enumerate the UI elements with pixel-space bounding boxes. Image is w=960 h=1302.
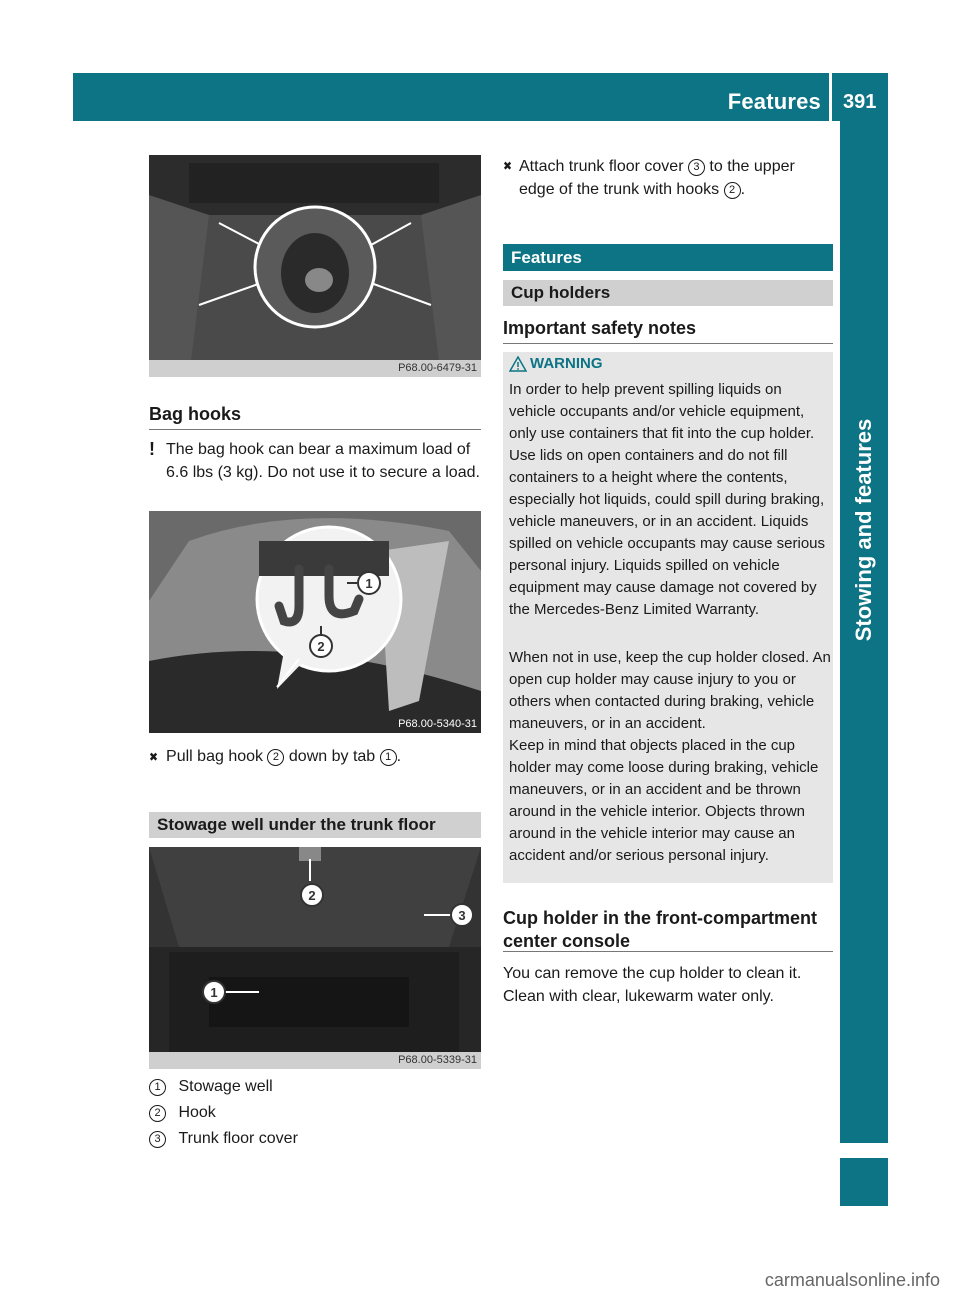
- warning-paragraph: Keep in mind that objects placed in the cup holder may come loose during braking, vehicle maneuvers, or in an accident and be thrown around in the vehicle interior. Objects thrown around in the vehicle interior may cause an accident and/or serious personal injury.: [509, 737, 819, 864]
- bag-hook-photo: [149, 511, 481, 733]
- page-number: 391: [843, 91, 877, 113]
- heading-rule: [503, 951, 833, 952]
- heading-rule: [503, 343, 833, 344]
- warning-box: [503, 352, 833, 883]
- trunk-floor-photo: [149, 155, 481, 377]
- features-bar: Features: [503, 244, 833, 271]
- svg-text:1: 1: [210, 985, 218, 1000]
- svg-text:2: 2: [317, 639, 325, 654]
- header-divider: [829, 73, 832, 121]
- warning-title: WARNING: [530, 355, 603, 372]
- legend-item: 2 Hook: [149, 1101, 216, 1124]
- safety-heading: Important safety notes: [503, 318, 697, 338]
- callout-number: 2: [267, 749, 284, 766]
- callout-number: 2: [724, 182, 741, 199]
- attach-step: ✖ Attach trunk floor cover 3 to the upper edge of the trunk with hooks 2 .: [503, 155, 833, 201]
- legend-item: 1 Stowage well: [149, 1075, 273, 1098]
- page-title: Features: [727, 89, 821, 114]
- warning-paragraph: In order to help prevent spilling liquids on vehicle occupants and/or vehicle equipment, only use containers that fit into the cup holder. Use lids on open containers and do not fill containers to a height where the contents, especially hot liquids, could spill during braking, vehicle maneuvers, or in an accident. Liquids spilled on vehicle occupants may cause serious personal injury. Liquids spilled on vehicle equipment may cause damage not covered by the Mercedes-Benz Limited Warranty.: [509, 381, 826, 618]
- callout-number: 1: [149, 1079, 166, 1096]
- callout-number: 3: [149, 1131, 166, 1148]
- warning-paragraph: When not in use, keep the cup holder closed. An open cup holder may cause injury to you or others when contacted during braking, vehicle maneuvers, or in an accident.: [509, 649, 831, 732]
- step-arrow-icon: ✖: [503, 159, 513, 173]
- stowage-well-photo: [149, 847, 481, 1069]
- cup-holders-bar: Cup holders: [503, 280, 833, 306]
- image-code: P68.00-6479-31: [398, 362, 477, 374]
- bag-hooks-note: [149, 438, 481, 484]
- heading-rule: [149, 429, 481, 430]
- warning-icon: [509, 356, 527, 377]
- side-tab-marker: [840, 1158, 888, 1206]
- note-icon: !: [149, 439, 155, 459]
- footer-watermark: carmanualsonline.info: [764, 1270, 940, 1290]
- svg-text:3: 3: [458, 908, 466, 923]
- bag-hooks-heading: Bag hooks: [149, 404, 242, 424]
- image-code: P68.00-5340-31: [398, 718, 477, 730]
- legend-item: 3 Trunk floor cover: [149, 1127, 298, 1150]
- pull-step: ✖ Pull bag hook 2 down by tab 1 .: [149, 748, 402, 765]
- cup-front-heading: Cup holder in the front-compartment center console: [503, 908, 817, 951]
- svg-text:2: 2: [308, 888, 316, 903]
- callout-number: 2: [149, 1105, 166, 1122]
- callout-number: 3: [688, 159, 705, 176]
- stowage-heading: Stowage well under the trunk floor: [149, 812, 481, 838]
- side-tab-label: Stowing and features: [851, 418, 876, 642]
- callout-number: 1: [380, 749, 397, 766]
- svg-text:1: 1: [365, 576, 373, 591]
- note-text: The bag hook can bear a maximum load of 6.6 lbs (3 kg). Do not use it to secure a load.: [166, 441, 480, 481]
- cup-front-text: You can remove the cup holder to clean it. Clean with clear, lukewarm water only.: [503, 965, 802, 1005]
- image-code: P68.00-5339-31: [398, 1054, 477, 1066]
- step-arrow-icon: ✖: [149, 750, 159, 764]
